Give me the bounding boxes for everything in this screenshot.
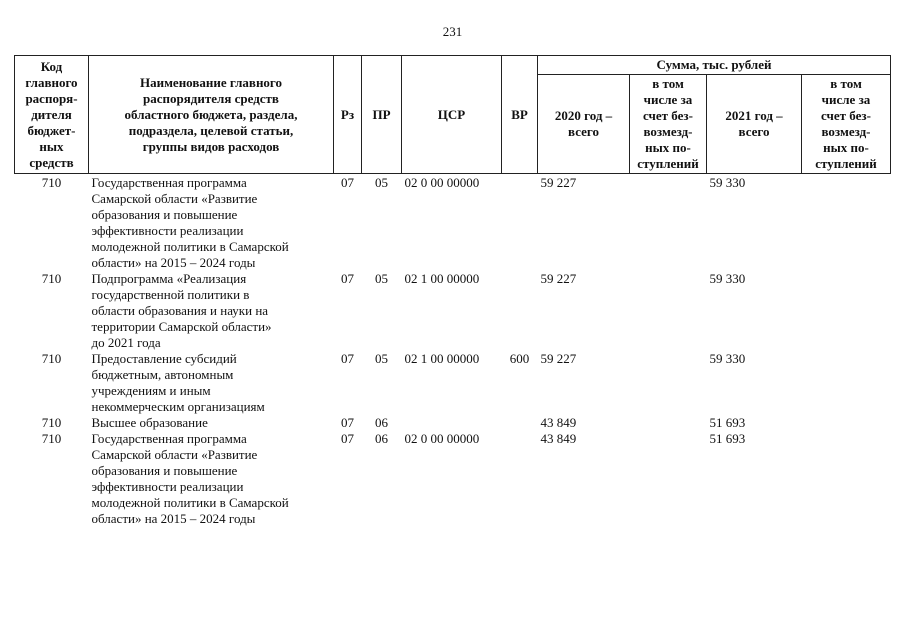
cell-2021-total: 51 693 (709, 431, 746, 446)
cell-pr: 06 (375, 415, 388, 430)
cell-2020-total: 59 227 (540, 351, 577, 366)
cell-2021-free (802, 431, 891, 527)
cell-2021-total: 51 693 (709, 415, 746, 430)
cell-pr: 05 (375, 175, 388, 190)
cell-code: 710 (41, 175, 62, 190)
table-row (15, 174, 891, 272)
header-csr: ЦСР (402, 56, 502, 174)
cell-2020-total: 59 227 (540, 271, 577, 286)
cell-vr (502, 174, 538, 272)
cell-code: 710 (41, 431, 62, 446)
cell-2021-total: 59 330 (709, 351, 746, 366)
header-vr: ВР (502, 56, 538, 174)
cell-vr (502, 271, 538, 351)
header-pr: ПР (362, 56, 402, 174)
cell-csr: 02 1 00 00000 (404, 271, 480, 286)
cell-2020-total: 43 849 (540, 415, 577, 430)
cell-rz: 07 (341, 415, 354, 430)
cell-2021-total: 59 330 (709, 175, 746, 190)
cell-2020-free (630, 351, 707, 415)
header-code: Код главного распоря- дителя бюджет- ных средств (15, 56, 89, 174)
header-2021-free: в том числе за счет без- возмезд- ных по- ступлений (802, 75, 891, 174)
header-2020-total: 2020 год – всего (538, 75, 630, 174)
cell-csr: 02 0 00 00000 (404, 175, 480, 190)
budget-table (14, 55, 891, 527)
cell-2020-free (630, 415, 707, 431)
cell-2020-free (630, 431, 707, 527)
cell-vr (502, 431, 538, 527)
header-sum-group: Сумма, тыс. рублей (538, 56, 891, 75)
table-header (15, 56, 891, 174)
cell-rz: 07 (341, 271, 354, 286)
cell-vr: 600 (509, 351, 530, 366)
cell-code: 710 (41, 351, 62, 366)
cell-name: Государственная программа Самарской области «Развитие образования и повышение эффективности реализации молодежной политики в Самарской области» на 2015 – 2024 годы (91, 431, 289, 526)
cell-2021-free (802, 174, 891, 272)
cell-rz: 07 (341, 431, 354, 446)
cell-pr: 06 (375, 431, 388, 446)
table-row (15, 415, 891, 431)
table-row (15, 351, 891, 415)
cell-vr (502, 415, 538, 431)
cell-rz: 07 (341, 175, 354, 190)
header-rz: Рз (334, 56, 362, 174)
cell-name: Предоставление субсидий бюджетным, автономным учреждениям и иным некоммерческим организациям (91, 351, 265, 414)
cell-2020-total: 43 849 (540, 431, 577, 446)
header-2020-free: в том числе за счет без- возмезд- ных по- ступлений (630, 75, 707, 174)
cell-csr (402, 415, 502, 431)
header-2021-total: 2021 год – всего (707, 75, 802, 174)
cell-name: Подпрограмма «Реализация государственной политики в области образования и науки на территории Самарской области» до 2021 года (91, 271, 272, 350)
cell-csr: 02 0 00 00000 (404, 431, 480, 446)
cell-name: Высшее образование (91, 415, 208, 430)
cell-2021-free (802, 351, 891, 415)
header-name: Наименование главного распорядителя средств областного бюджета, раздела, подраздела, целевой статьи, группы видов расходов (89, 56, 334, 174)
table-row (15, 431, 891, 527)
cell-2021-free (802, 271, 891, 351)
cell-name: Государственная программа Самарской области «Развитие образования и повышение эффективности реализации молодежной политики в Самарской области» на 2015 – 2024 годы (91, 175, 289, 270)
table-row (15, 271, 891, 351)
table-body (15, 174, 891, 528)
cell-rz: 07 (341, 351, 354, 366)
cell-2020-free (630, 271, 707, 351)
cell-2020-total: 59 227 (540, 175, 577, 190)
cell-2020-free (630, 174, 707, 272)
page-number: 231 (442, 24, 463, 39)
cell-code: 710 (41, 271, 62, 286)
cell-csr: 02 1 00 00000 (404, 351, 480, 366)
cell-pr: 05 (375, 271, 388, 286)
cell-code: 710 (41, 415, 62, 430)
cell-2021-total: 59 330 (709, 271, 746, 286)
cell-2021-free (802, 415, 891, 431)
cell-pr: 05 (375, 351, 388, 366)
